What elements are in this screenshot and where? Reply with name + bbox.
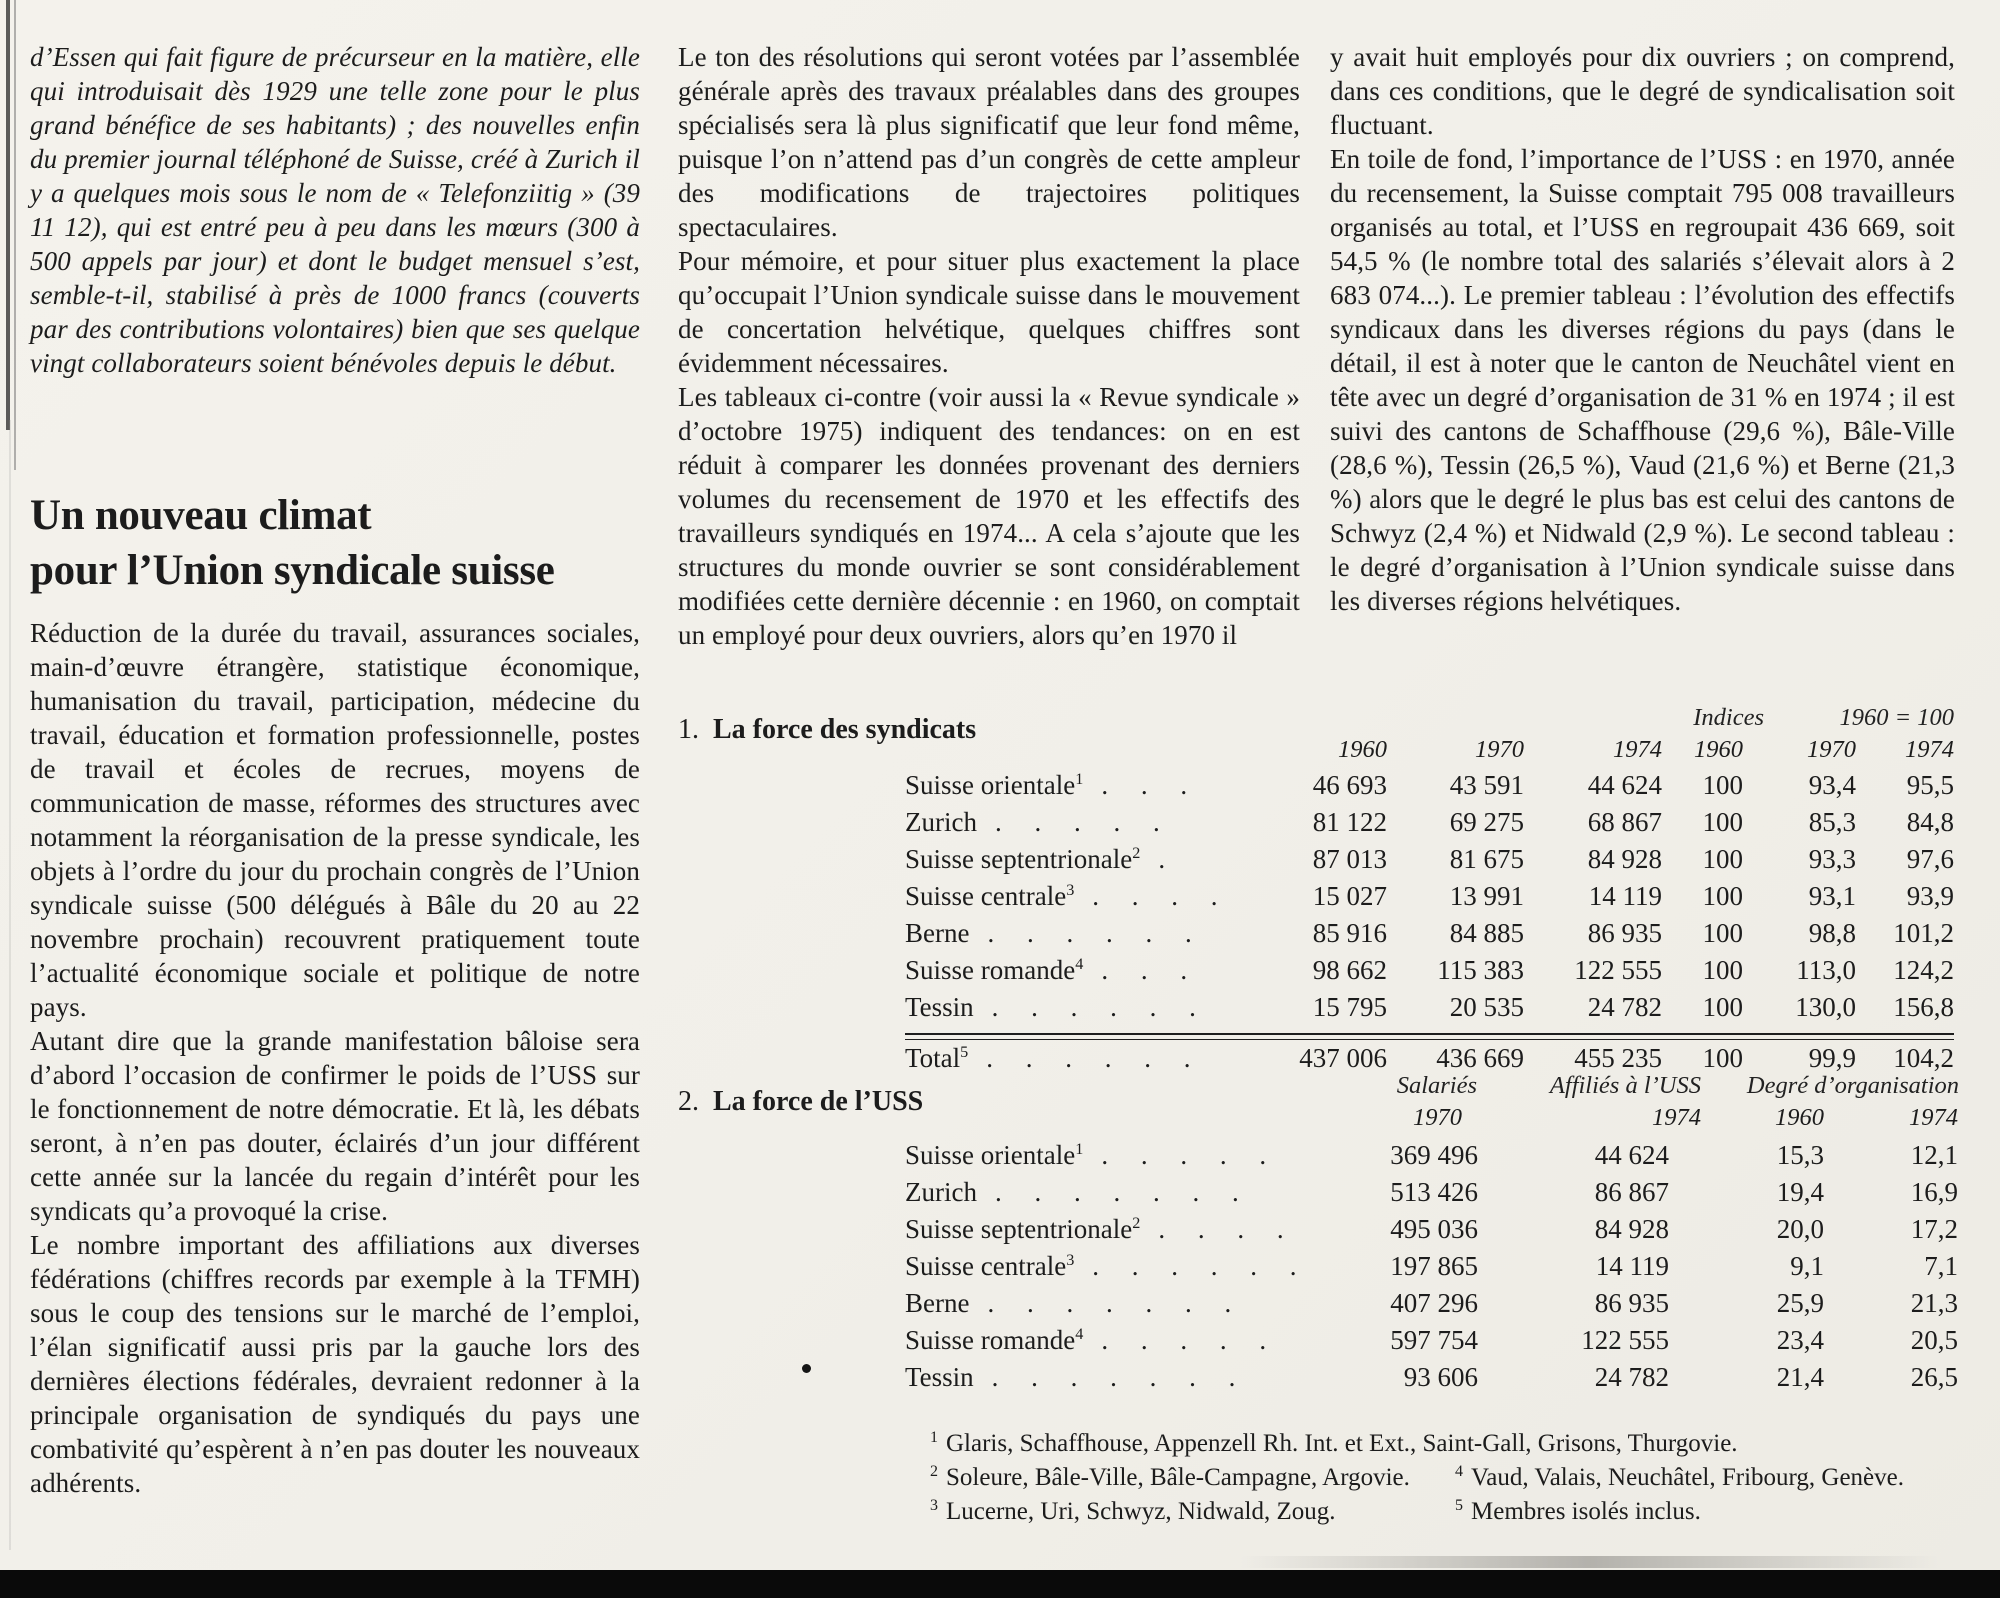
footnote-ref: 4 (1075, 1325, 1084, 1343)
table-row (905, 1214, 1958, 1251)
cell-value: 16,9 (1910, 1177, 1958, 1207)
scan-edge-artifact (14, 0, 16, 470)
scan-edge-artifact (9, 420, 11, 1550)
cell-value: 69 275 (1449, 807, 1524, 837)
cell-value: 93,3 (1808, 844, 1856, 874)
year-header: 1960 (1338, 736, 1387, 763)
cell-value: 84 928 (1587, 844, 1662, 874)
dot-leader: . . . . (1158, 1214, 1284, 1244)
year-header: 1974 (1652, 1104, 1701, 1131)
row-label: Berne . . . . . . (905, 918, 1192, 948)
dot-leader: . . . . . . (986, 1043, 1191, 1073)
paragraph: Les tableaux ci-contre (voir aussi la « Revue syndicale » d’octobre 1975) indiquent des tendances: on en est réduit à comparer les données provenant des derniers volumes du recensement de 1970 et les effectifs des travailleurs syndiqués en 1974... A cela s’ajoute que les structures du monde ouvrier se sont considérablement modifiées cette dernière décennie : en 1960, on comptait un employé pour deux ouvriers, alors qu’en 1970 il (678, 382, 1300, 650)
cell-value: 93,4 (1808, 770, 1856, 800)
dot-leader: . . . . . (1101, 1140, 1267, 1170)
cell-value: 122 555 (1581, 1325, 1669, 1355)
footnote-line (930, 1430, 1738, 1458)
paragraph: Pour mémoire, et pour situer plus exactement la place qu’occupait l’Union syndicale suisse dans le mouvement de concertation helvétique, quelques chiffres sont évidemment nécessaires. (678, 246, 1300, 378)
cell-value: 97,6 (1906, 844, 1954, 874)
paragraph: Autant dire que la grande manifestation bâloise sera d’abord l’occasion de confirmer le poids de l’USS sur le fonctionnement de notre démocratie. Et là, les débats seront, à n’en pas douter, éclairés d’un jour différent cette année sur la lancée du regain d’intérêt pour les syndicats qu’a provoqué la crise. (30, 1026, 640, 1226)
row-label: Suisse centrale$^3$ . . . . (905, 881, 1218, 911)
paragraph: En toile de fond, l’importance de l’USS : en 1970, année du recensement, la Suisse comptait 795 008 travailleurs organisés au total, et l’USS en regroupait 436 669, soit 54,5 % (le nombre total des salariés s’élevait alors à 2 683 074...). Le premier tableau : l’évolution des effectifs syndicaux dans les diverses régions du pays (dans le détail, il est à noter que le canton de Neuchâtel vient en tête avec un degré d’organisation de 31 % en 1974 ; il est suivi des cantons de Schaffhouse (29,6 %), Bâle-Ville (28,6 %), Tessin (26,5 %), Vaud (21,6 %) et Berne (21,3 %) alors que le degré le plus bas est celui des cantons de Schwyz (2,4 %) et Nidwald (2,9 %). Le second tableau : le degré d’organisation à l’Union syndicale suisse dans les diverses régions helvétiques. (1330, 144, 1955, 616)
table-2-year-header-row (905, 1104, 1958, 1132)
table-row (905, 918, 1954, 955)
table-2-affilies-header: Affiliés à l’USS (1549, 1072, 1701, 1099)
table-2-title (678, 1086, 923, 1118)
cell-value: 122 555 (1574, 955, 1662, 985)
row-label: Suisse orientale$^1$ . . . . . (905, 1140, 1267, 1170)
cell-value: 12,1 (1910, 1140, 1958, 1170)
row-label: Total$^5$ . . . . . . (905, 1043, 1191, 1073)
footnote-ref: 1 (1075, 1140, 1084, 1158)
footnote-line (1455, 1498, 1701, 1526)
cell-value: 85 916 (1312, 918, 1387, 948)
dot-leader: . . . . . . . (987, 1288, 1232, 1318)
footnote-line (930, 1498, 1335, 1526)
year-header: 1970 (1807, 736, 1856, 763)
footnote-text: Vaud, Valais, Neuchâtel, Fribourg, Genève. (1471, 1464, 1904, 1491)
intro-italic-paragraph (30, 40, 640, 380)
cell-value: 15 027 (1312, 881, 1387, 911)
left-column (30, 616, 640, 1500)
cell-value: 26,5 (1910, 1362, 1958, 1392)
cell-value: 87 013 (1312, 844, 1387, 874)
article-headline (30, 488, 690, 598)
cell-value: 25,9 (1776, 1288, 1824, 1318)
cell-value: 93 606 (1403, 1362, 1478, 1392)
row-label: Suisse romande$^4$ . . . . . (905, 1325, 1267, 1355)
table-1-year-header-row (905, 736, 1954, 764)
cell-value: 156,8 (1893, 992, 1954, 1022)
row-label: Zurich . . . . . (905, 807, 1160, 837)
cell-value: 14 119 (1588, 881, 1662, 911)
cell-value: 17,2 (1910, 1214, 1958, 1244)
cell-value: 43 591 (1449, 770, 1524, 800)
dot-leader: . . . . (1092, 881, 1218, 911)
dot-leader: . . . . . . . (994, 1177, 1239, 1207)
table-number: 1. (678, 714, 699, 745)
footnote-text: Membres isolés inclus. (1471, 1498, 1701, 1525)
cell-value: 124,2 (1893, 955, 1954, 985)
footnote-ref: 2 (1132, 844, 1141, 862)
table-row (905, 807, 1954, 844)
cell-value: 100 (1702, 918, 1743, 948)
cell-value: 130,0 (1795, 992, 1856, 1022)
year-header: 1960 (1694, 736, 1743, 763)
headline-line-1: Un nouveau climat (30, 492, 372, 539)
footnote-marker: 3 (930, 1496, 938, 1514)
footnote-ref: 3 (1066, 1251, 1075, 1269)
paragraph: Le ton des résolutions qui seront votées par l’assemblée générale après des travaux préalables dans des groupes spécialisés sera là plus significatif que leur fond même, puisque l’on n’attend pas d’un congrès de cette ampleur des modifications de trajectoires politiques spectaculaires. (678, 42, 1300, 242)
bottom-scan-bar (0, 1570, 2000, 1598)
headline-line-2: pour l’Union syndicale suisse (30, 547, 555, 594)
cell-value: 513 426 (1390, 1177, 1478, 1207)
year-header: 1974 (1909, 1104, 1958, 1131)
table-number: 2. (678, 1086, 699, 1117)
cell-value: 100 (1702, 1043, 1743, 1073)
paragraph: Réduction de la durée du travail, assurances sociales, main-d’œuvre étrangère, statistique économique, humanisation du travail, participation, médecine du travail, éducation et formation professionnelle, postes de travail et écoles de recrues, moyens de communication de masse, réformes des structures avec notamment la réorganisation de la presse syndicale, les objets à l’ordre du jour du prochain congrès de l’Union syndicale suisse (500 délégués à Bâle du 20 au 22 novembre prochain) recouvrent pratiquement toute l’actualité économique sociale et politique de notre pays. (30, 618, 640, 1022)
table-1-body (905, 770, 1954, 1080)
row-label: Tessin . . . . . . (905, 992, 1196, 1022)
cell-value: 20,5 (1910, 1325, 1958, 1355)
cell-value: 455 235 (1574, 1043, 1662, 1073)
paragraph: y avait huit employés pour dix ouvriers ; on comprend, dans ces conditions, que le degré de syndicalisation soit fluctuant. (1330, 42, 1955, 140)
cell-value: 115 383 (1437, 955, 1524, 985)
row-label: Suisse septentrionale$^2$ . (905, 844, 1166, 874)
dot-leader: . (1158, 844, 1166, 874)
table-row (905, 1140, 1958, 1177)
cell-value: 95,5 (1906, 770, 1954, 800)
footnote-marker: 4 (1455, 1462, 1463, 1480)
footnote-line (1455, 1464, 1904, 1492)
cell-value: 15,3 (1776, 1140, 1824, 1170)
cell-value: 24 782 (1594, 1362, 1669, 1392)
cell-value: 9,1 (1790, 1251, 1824, 1281)
cell-value: 104,2 (1893, 1043, 1954, 1073)
dot-leader: . . . . . . . (991, 1362, 1236, 1392)
cell-value: 81 675 (1449, 844, 1524, 874)
cell-value: 369 496 (1390, 1140, 1478, 1170)
dot-leader: . . . . . . (987, 918, 1192, 948)
cell-value: 98,8 (1808, 918, 1856, 948)
cell-value: 495 036 (1390, 1214, 1478, 1244)
footnote-text: Soleure, Bâle-Ville, Bâle-Campagne, Argovie. (946, 1464, 1410, 1491)
cell-value: 86 867 (1594, 1177, 1669, 1207)
table-total-rule (905, 1033, 1954, 1040)
row-label: Berne . . . . . . . (905, 1288, 1232, 1318)
right-column (1330, 40, 1955, 618)
year-header: 1974 (1905, 736, 1954, 763)
footnote-ref: 1 (1075, 770, 1084, 788)
cell-value: 19,4 (1776, 1177, 1824, 1207)
cell-value: 100 (1702, 770, 1743, 800)
table-row (905, 1362, 1958, 1399)
cell-value: 100 (1702, 992, 1743, 1022)
cell-value: 113,0 (1796, 955, 1856, 985)
cell-value: 597 754 (1390, 1325, 1478, 1355)
dot-leader: . . . (1101, 955, 1188, 985)
table-row (905, 1325, 1958, 1362)
footnote-ref: 4 (1075, 955, 1084, 973)
table-row (905, 1177, 1958, 1214)
row-label: Suisse romande$^4$ . . . (905, 955, 1188, 985)
cell-value: 437 006 (1299, 1043, 1387, 1073)
cell-value: 84,8 (1906, 807, 1954, 837)
cell-value: 23,4 (1776, 1325, 1824, 1355)
cell-value: 407 296 (1390, 1288, 1478, 1318)
table-row (905, 992, 1954, 1029)
footnote-marker: 5 (1455, 1496, 1463, 1514)
scan-smudge-artifact (1240, 1556, 1940, 1568)
dot-leader: . . . . . . (1092, 1251, 1297, 1281)
table-title-text: La force des syndicats (713, 714, 977, 745)
dot-leader: . . . . . . (991, 992, 1196, 1022)
table-2-degre-header: Degré d’organisation (1746, 1072, 1959, 1099)
middle-column (678, 40, 1300, 652)
cell-value: 100 (1702, 844, 1743, 874)
row-label: Suisse centrale$^3$ . . . . . . (905, 1251, 1297, 1281)
year-header: 1974 (1613, 736, 1662, 763)
cell-value: 21,4 (1776, 1362, 1824, 1392)
year-header: 1970 (1475, 736, 1524, 763)
cell-value: 100 (1702, 881, 1743, 911)
table-row (905, 1251, 1958, 1288)
dot-leader: . . . . . (994, 807, 1160, 837)
dot-leader: . . . (1101, 770, 1188, 800)
cell-value: 44 624 (1587, 770, 1662, 800)
footnote-ref: 2 (1132, 1214, 1141, 1232)
table-row (905, 844, 1954, 881)
bullet-mark (802, 1364, 811, 1373)
table-row (905, 881, 1954, 918)
cell-value: 13 991 (1449, 881, 1524, 911)
cell-value: 24 782 (1587, 992, 1662, 1022)
footnote-text: Glaris, Schaffhouse, Appenzell Rh. Int. et Ext., Saint-Gall, Grisons, Thurgovie. (946, 1430, 1738, 1457)
cell-value: 68 867 (1587, 807, 1662, 837)
cell-value: 20 535 (1449, 992, 1524, 1022)
cell-value: 86 935 (1587, 918, 1662, 948)
row-label: Zurich . . . . . . . (905, 1177, 1239, 1207)
footnote-marker: 1 (930, 1428, 938, 1446)
cell-value: 101,2 (1893, 918, 1954, 948)
year-header: 1970 (1413, 1104, 1462, 1131)
paragraph: d’Essen qui fait figure de précurseur en la matière, elle qui introduisait dès 1929 une telle zone pour le plus grand bénéfice de ses habitants) ; des nouvelles enfin du premier journal téléphoné de Suisse, créé à Zurich il y a quelques mois sous le nom de « Telefonziitig » (39 11 12), qui est entré peu à peu dans les mœurs (300 à 500 appels par jour) et dont le budget mensuel s’est, semble-t-il, stabilisé à près de 1000 francs (couverts par des contributions volontaires) bien que ses quelque vingt collaborateurs soient bénévoles depuis le début. (30, 42, 640, 378)
paragraph: Le nombre important des affiliations aux diverses fédérations (chiffres records par exemple à la TFMH) sous le coup des tensions sur le marché de l’emploi, l’élan significatif aussi pris par la gauche lors des dernières élections fédérales, devraient redonner à la principale organisation de syndiqués du pays une combativité qu’espèrent à n’en pas douter les nouveaux adhérents. (30, 1230, 640, 1498)
cell-value: 14 119 (1595, 1251, 1669, 1281)
table-1-indices-label: Indices (1693, 704, 1764, 731)
cell-value: 84 928 (1594, 1214, 1669, 1244)
row-label: Suisse orientale$^1$ . . . (905, 770, 1188, 800)
table-1-scale-label: 1960 = 100 (1839, 704, 1954, 731)
table-row (905, 1288, 1958, 1325)
scan-edge-artifact (6, 0, 10, 430)
table-2-salaries-header: Salariés (1396, 1072, 1477, 1099)
cell-value: 93,9 (1906, 881, 1954, 911)
cell-value: 20,0 (1776, 1214, 1824, 1244)
cell-value: 100 (1702, 807, 1743, 837)
cell-value: 197 865 (1390, 1251, 1478, 1281)
cell-value: 99,9 (1808, 1043, 1856, 1073)
footnote-ref: 3 (1066, 881, 1075, 899)
table-row (905, 955, 1954, 992)
row-label: Suisse septentrionale$^2$ . . . . (905, 1214, 1284, 1244)
footnote-marker: 2 (930, 1462, 938, 1480)
footnote-ref: 5 (960, 1043, 969, 1061)
cell-value: 21,3 (1910, 1288, 1958, 1318)
cell-value: 93,1 (1808, 881, 1856, 911)
table-row (905, 770, 1954, 807)
cell-value: 81 122 (1312, 807, 1387, 837)
cell-value: 7,1 (1924, 1251, 1958, 1281)
cell-value: 98 662 (1312, 955, 1387, 985)
cell-value: 436 669 (1436, 1043, 1524, 1073)
cell-value: 85,3 (1808, 807, 1856, 837)
cell-value: 46 693 (1312, 770, 1387, 800)
cell-value: 86 935 (1594, 1288, 1669, 1318)
footnote-text: Lucerne, Uri, Schwyz, Nidwald, Zoug. (946, 1498, 1336, 1525)
year-header: 1960 (1775, 1104, 1824, 1131)
cell-value: 84 885 (1449, 918, 1524, 948)
row-label: Tessin . . . . . . . (905, 1362, 1236, 1392)
footnote-line (930, 1464, 1410, 1492)
cell-value: 100 (1702, 955, 1743, 985)
table-2-body (905, 1140, 1958, 1399)
cell-value: 15 795 (1312, 992, 1387, 1022)
dot-leader: . . . . . (1101, 1325, 1267, 1355)
cell-value: 44 624 (1594, 1140, 1669, 1170)
table-title-text: La force de l’USS (713, 1086, 924, 1117)
